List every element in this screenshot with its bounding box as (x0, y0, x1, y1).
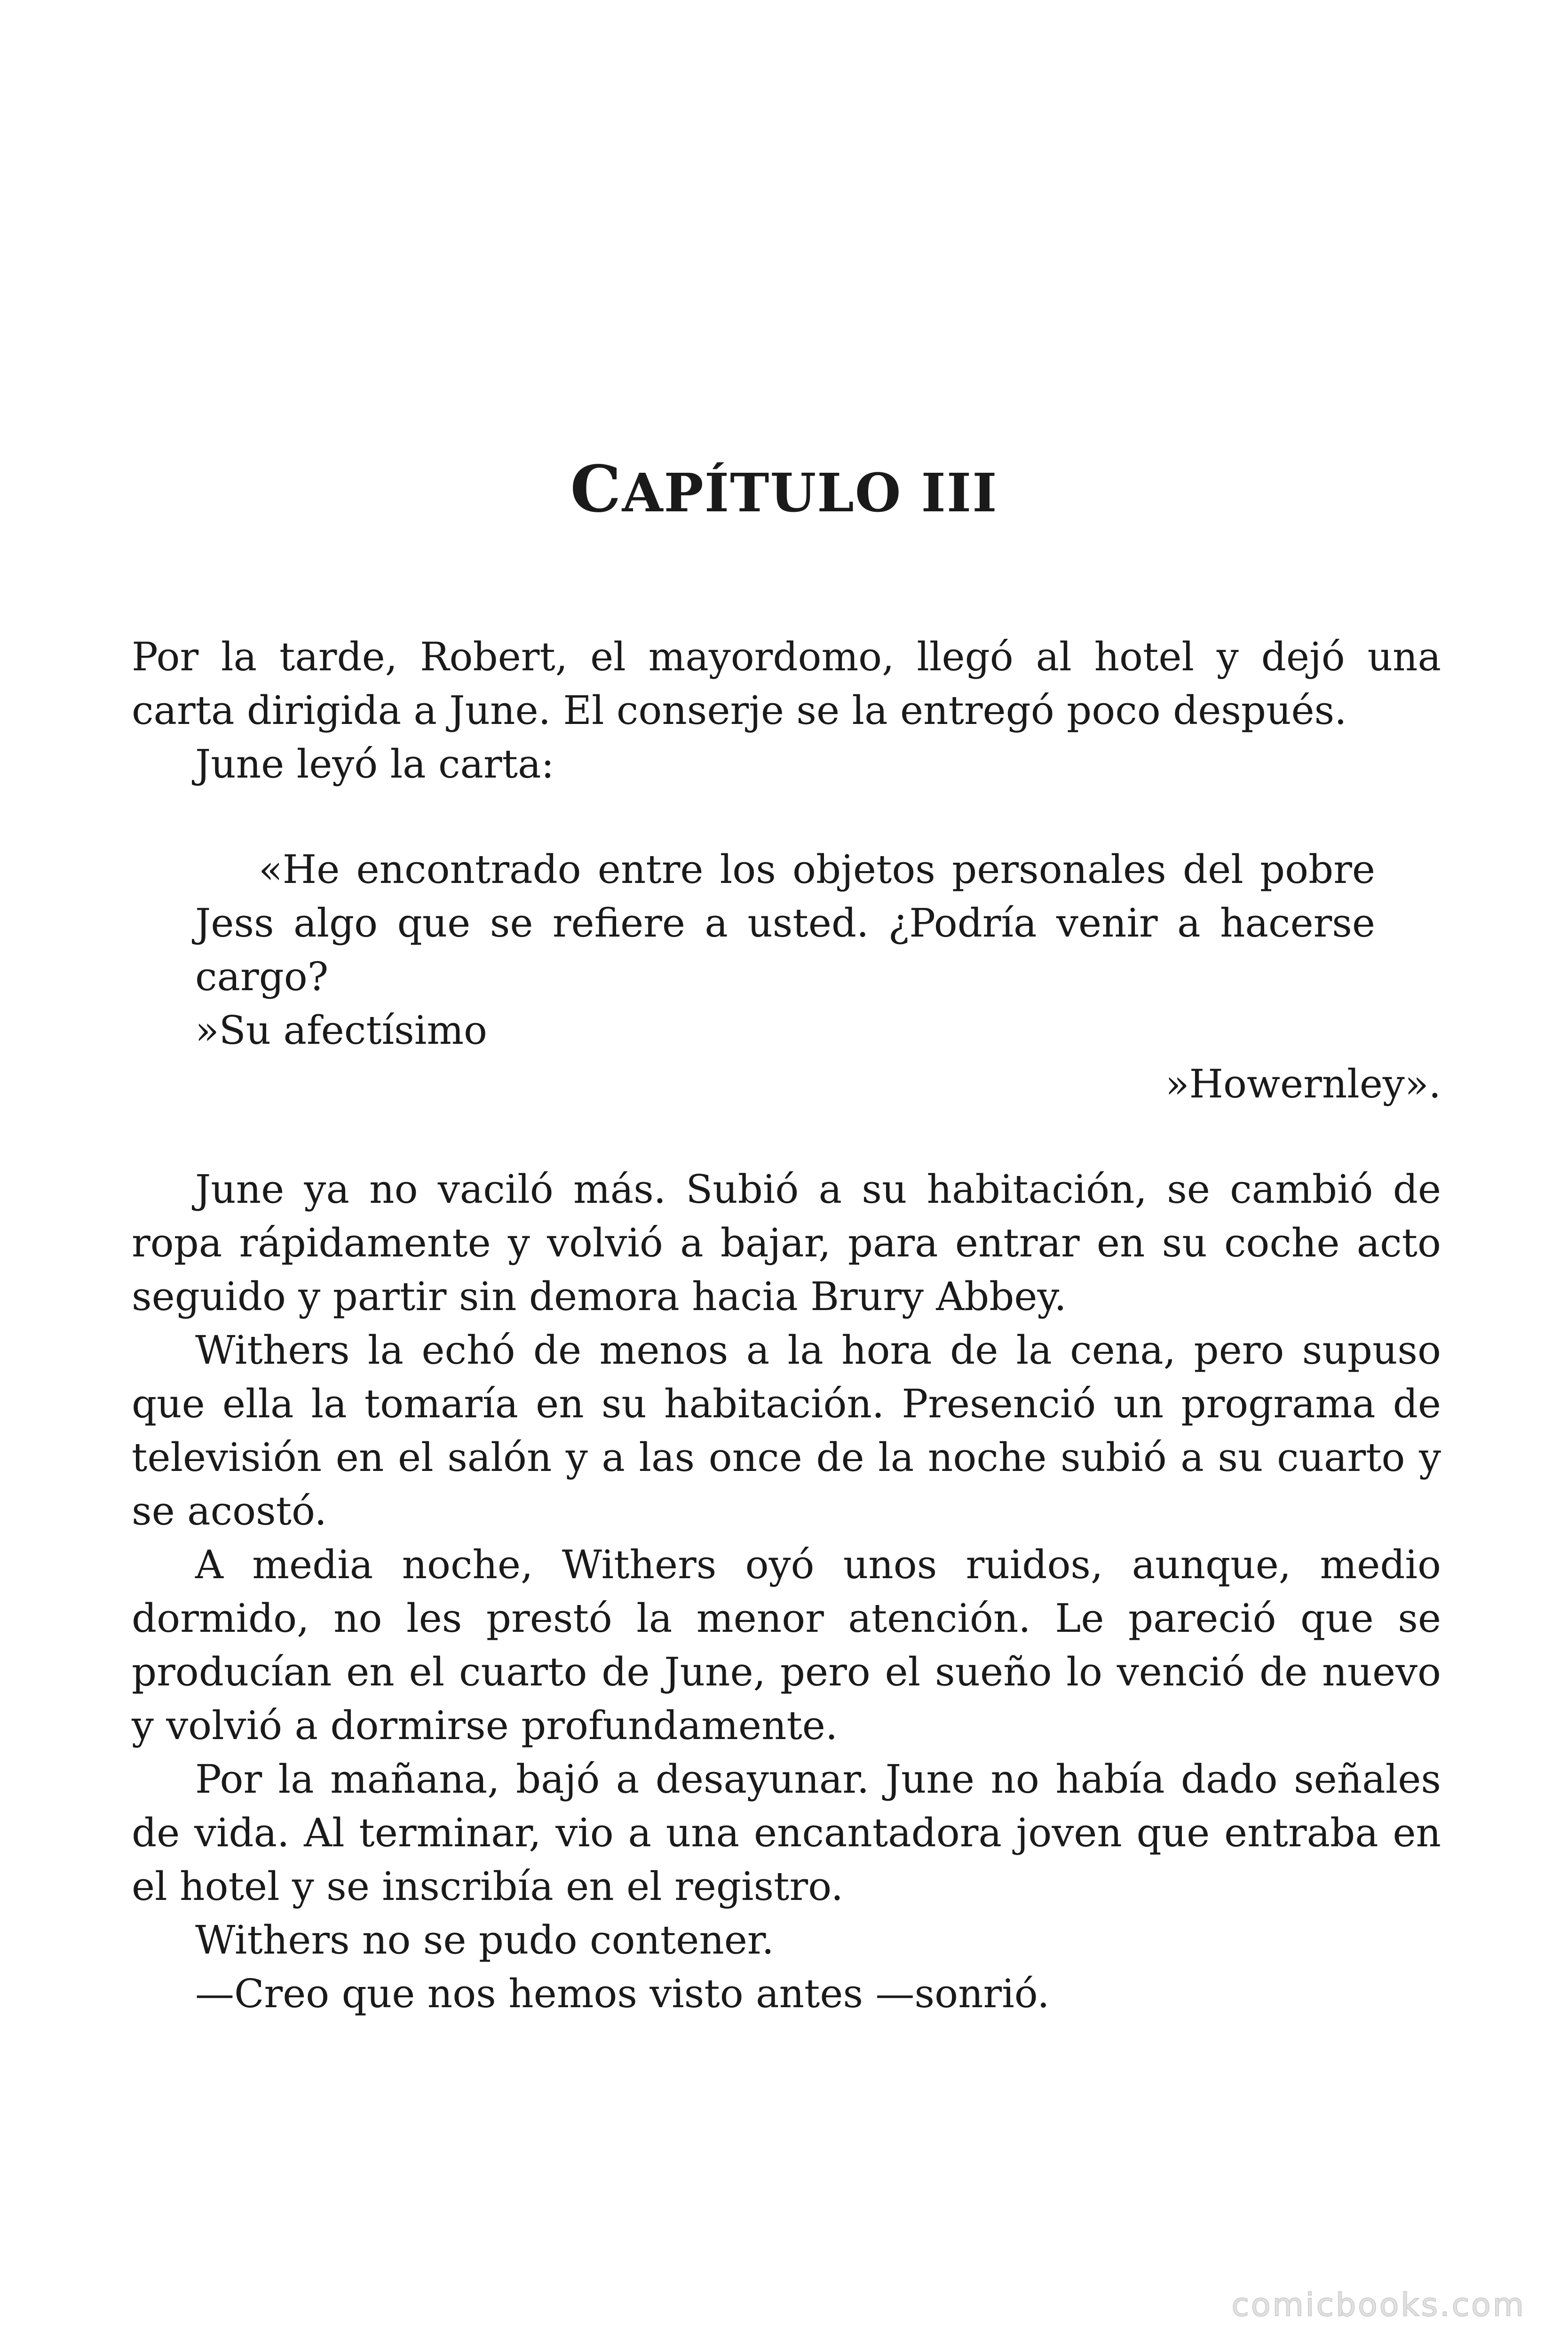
chapter-title-rest: APÍTULO III (622, 462, 998, 524)
paragraph-3: June ya no vaciló más. Subió a su habitación, se cambió de ropa rápidamente y volvió a bajar, para entrar en su coche acto seguido y partir sin demora hacia Brury Abbey. (132, 1167, 1441, 1319)
paragraph-2: June leyó la carta: (195, 741, 554, 787)
chapter-title (0, 452, 1568, 527)
letter-body: «He encontrado entre los objetos personales del pobre Jess algo que se refiere a usted. ¿Podría venir a hacerse cargo? (195, 847, 1375, 1000)
letter-signature: »Howernley». (1165, 1061, 1441, 1107)
letter-closing: »Su afectísimo (195, 1008, 488, 1053)
paragraph-5: A media noche, Withers oyó unos ruidos, aunque, medio dormido, no les prestó la menor atención. Le pareció que se producían en el cuarto de June, pero el sueño lo venció de nuevo y volvió a dormirse profundamente. (132, 1542, 1441, 1748)
paragraph-7: Withers no se pudo contener. (195, 1917, 774, 1963)
watermark: comicbooks.com (1231, 2287, 1526, 2324)
chapter-title-initial: C (570, 452, 622, 527)
paragraph-4: Withers la echó de menos a la hora de la cena, pero supuso que ella la tomaría en su habitación. Presenció un programa de televisión en el salón y a las once de la noche subió a su cuarto y se acostó. (132, 1327, 1441, 1534)
paragraph-1: Por la tarde, Robert, el mayordomo, llegó al hotel y dejó una carta dirigida a June. El conserje se la entregó poco después. (132, 634, 1441, 733)
letter-quote (195, 843, 1375, 1004)
chapter-body (132, 630, 1441, 2021)
paragraph-6: Por la mañana, bajó a desayunar. June no había dado señales de vida. Al terminar, vio a una encantadora joven que entraba en el hotel y se inscribía en el registro. (132, 1756, 1441, 1909)
paragraph-8: —Creo que nos hemos visto antes —sonrió. (195, 1971, 1050, 2017)
